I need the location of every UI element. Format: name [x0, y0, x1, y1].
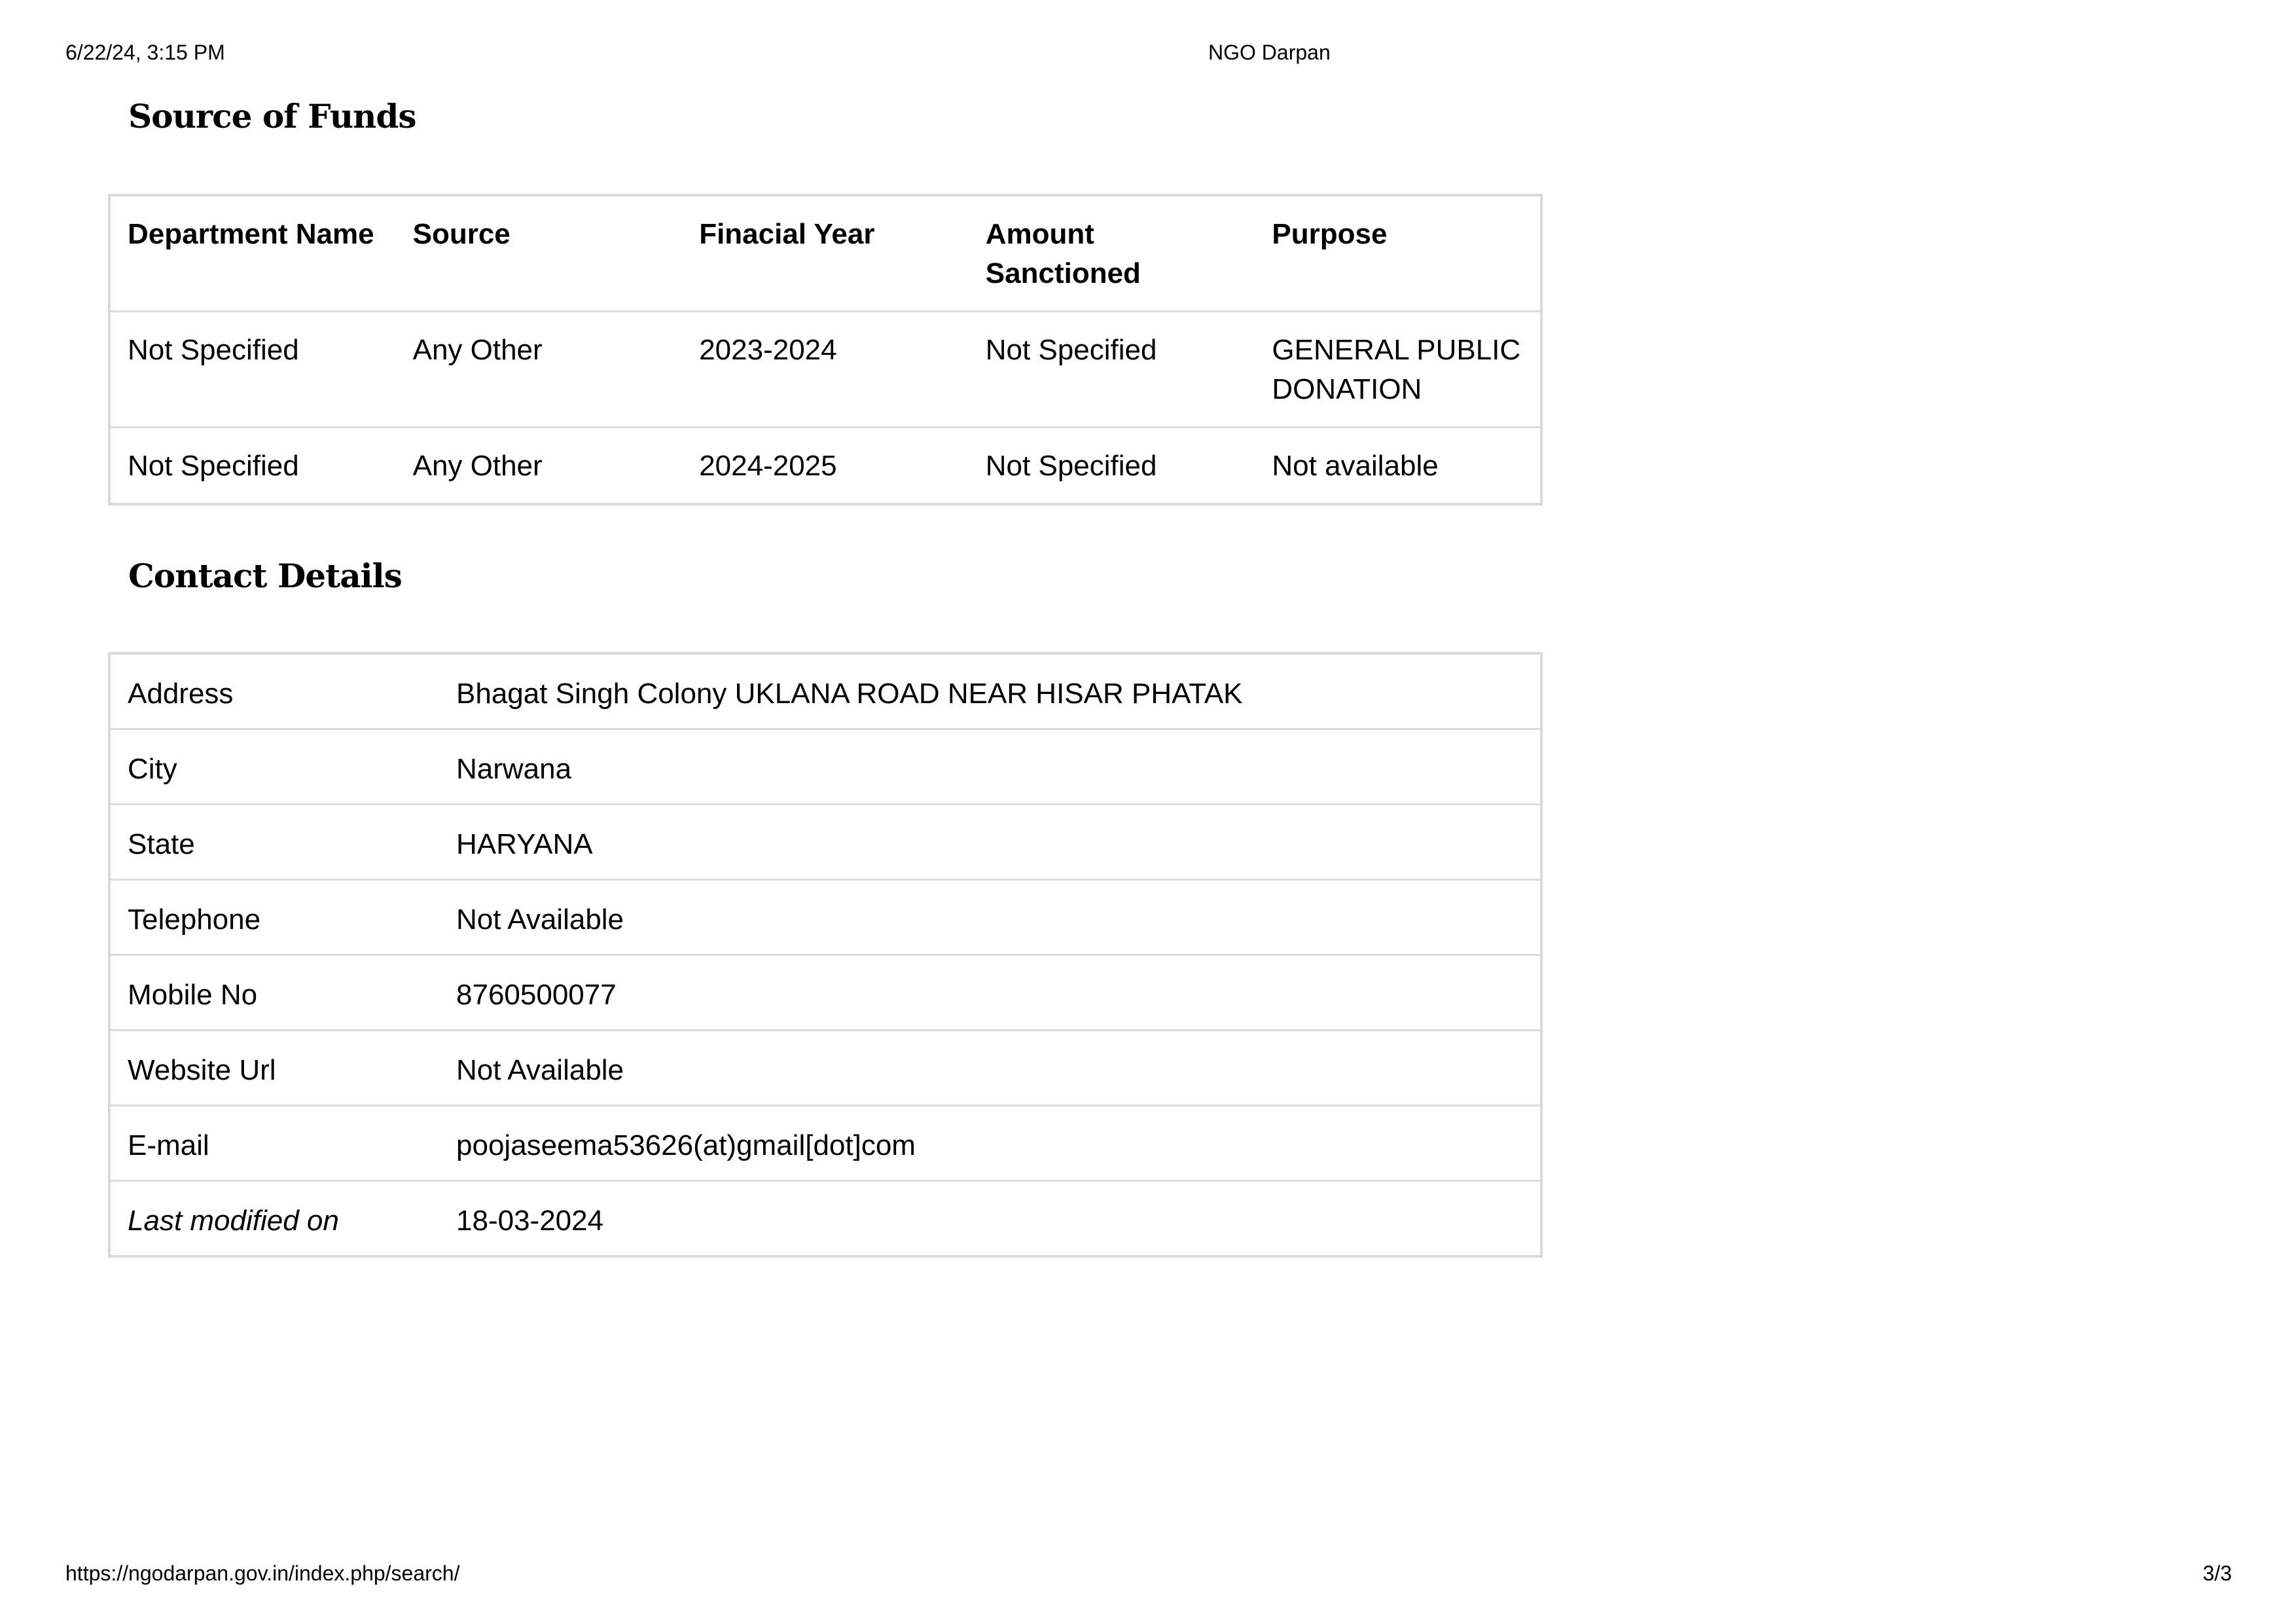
contact-row-address [109, 653, 1541, 729]
column-header-department-name: Department Name [109, 195, 396, 312]
table-row [109, 428, 1541, 505]
cell-department-name: Not Specified [109, 428, 396, 505]
cell-purpose: GENERAL PUBLIC DONATION [1255, 312, 1541, 428]
source-of-funds-title: Source of Funds [128, 97, 416, 136]
contact-label: Telephone [109, 880, 439, 955]
column-header-source: Source [396, 195, 683, 312]
print-datetime: 6/22/24, 3:15 PM [65, 41, 225, 64]
contact-value: Not Available [439, 880, 1541, 955]
contact-value: Bhagat Singh Colony UKLANA ROAD NEAR HISAR PHATAK [439, 653, 1541, 729]
table-row [109, 312, 1541, 428]
contact-value: 18-03-2024 [439, 1181, 1541, 1257]
column-header-amount-sanctioned: Amount Sanctioned [969, 195, 1255, 312]
cell-purpose: Not available [1255, 428, 1541, 505]
cell-source: Any Other [396, 312, 683, 428]
cell-amount-sanctioned: Not Specified [969, 312, 1255, 428]
source-of-funds-table [108, 194, 1543, 505]
table-header-row [109, 195, 1541, 312]
contact-row-last-modified [109, 1181, 1541, 1257]
contact-label: State [109, 805, 439, 880]
contact-row-mobile [109, 955, 1541, 1030]
column-header-financial-year: Finacial Year [682, 195, 969, 312]
contact-label: City [109, 729, 439, 805]
contact-row-telephone [109, 880, 1541, 955]
cell-financial-year: 2024-2025 [682, 428, 969, 505]
contact-label: E-mail [109, 1106, 439, 1181]
column-header-purpose: Purpose [1255, 195, 1541, 312]
contact-row-state [109, 805, 1541, 880]
cell-amount-sanctioned: Not Specified [969, 428, 1255, 505]
contact-row-email [109, 1106, 1541, 1181]
contact-label: Last modified on [109, 1181, 439, 1257]
contact-label: Address [109, 653, 439, 729]
print-page-number: 3/3 [2202, 1561, 2232, 1585]
cell-financial-year: 2023-2024 [682, 312, 969, 428]
cell-department-name: Not Specified [109, 312, 396, 428]
print-site-title: NGO Darpan [1208, 41, 1331, 64]
contact-value: poojaseema53626(at)gmail[dot]com [439, 1106, 1541, 1181]
contact-label: Website Url [109, 1030, 439, 1106]
cell-source: Any Other [396, 428, 683, 505]
contact-details-table [108, 652, 1543, 1258]
contact-row-website [109, 1030, 1541, 1106]
contact-row-city [109, 729, 1541, 805]
print-url: https://ngodarpan.gov.in/index.php/search/ [65, 1561, 460, 1585]
contact-value: 8760500077 [439, 955, 1541, 1030]
contact-label: Mobile No [109, 955, 439, 1030]
contact-value: Not Available [439, 1030, 1541, 1106]
contact-value: Narwana [439, 729, 1541, 805]
contact-details-title: Contact Details [128, 556, 402, 595]
contact-value: HARYANA [439, 805, 1541, 880]
